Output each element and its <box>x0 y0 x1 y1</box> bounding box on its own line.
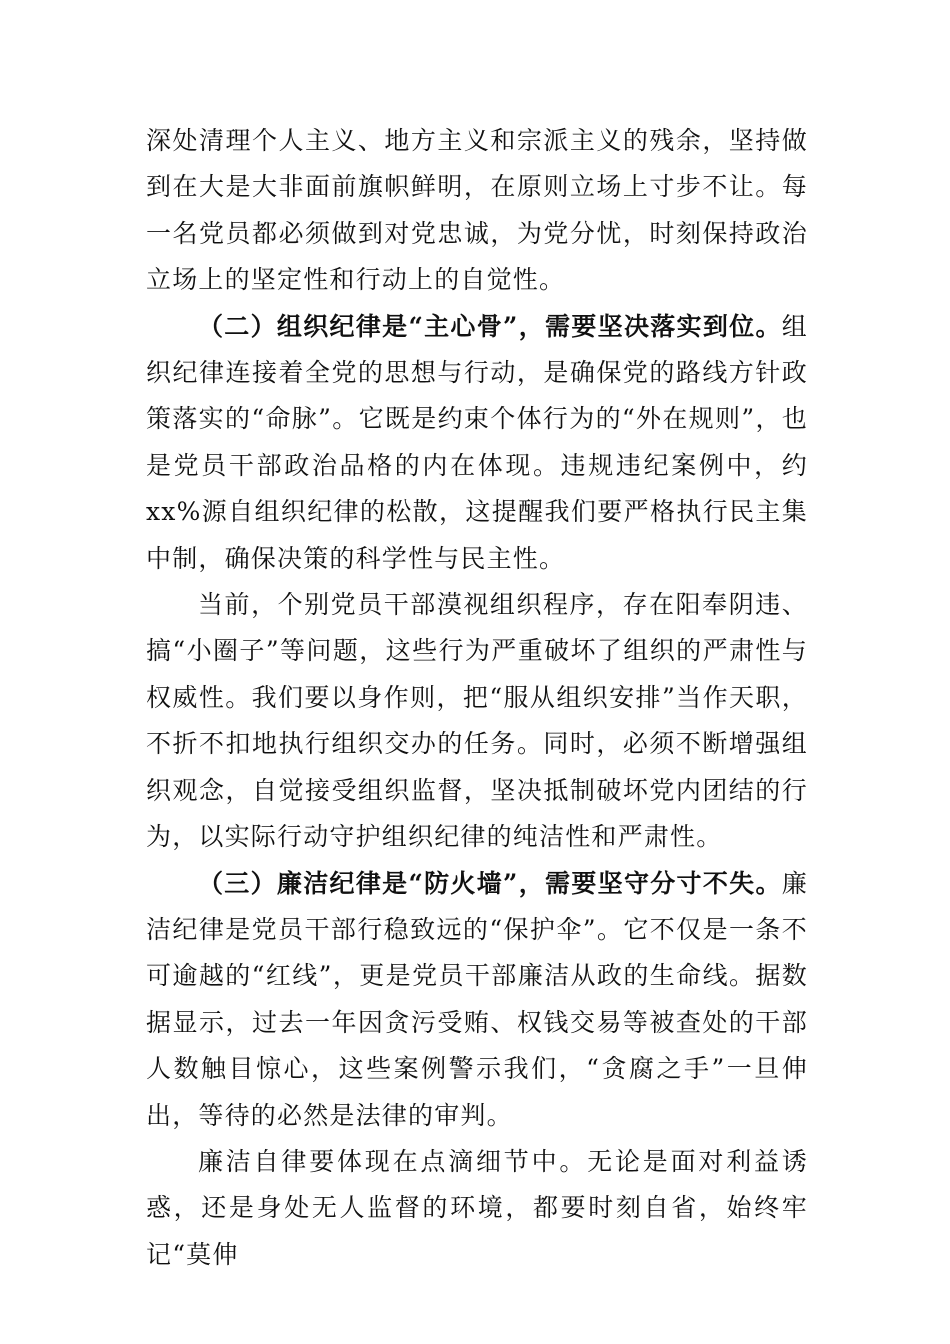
paragraph-3 <box>146 582 808 860</box>
paragraph-5 <box>146 1139 808 1278</box>
paragraph-1-text: 深处清理个人主义、地方主义和宗派主义的残余，坚持做到在大是大非面前旗帜鲜明，在原则立场上寸步不让。每一名党员都必须做到对党忠诚，为党分忧，时刻保持政治立场上的坚定性和行动上的自觉性。 <box>146 126 808 295</box>
paragraph-4-heading: （三）廉洁纪律是“防火墙”，需要坚守分寸不失。 <box>198 868 782 898</box>
paragraph-2 <box>146 304 808 582</box>
paragraph-2-heading: （二）组织纪律是“主心骨”，需要坚决落实到位。 <box>198 311 782 341</box>
paragraph-3-text: 当前，个别党员干部漠视组织程序，存在阳奉阴违、搞“小圈子”等问题，这些行为严重破坏了组织的严肃性与权威性。我们要以身作则，把“服从组织安排”当作天职，不折不扣地执行组织交办的任务。同时，必须不断增强组织观念，自觉接受组织监督，坚决抵制破坏党内团结的行为，以实际行动守护组织纪律的纯洁性和严肃性。 <box>146 590 808 852</box>
paragraph-5-text: 廉洁自律要体现在点滴细节中。无论是面对利益诱惑，还是身处无人监督的环境，都要时刻自省，始终牢记“莫伸 <box>146 1146 808 1269</box>
paragraph-1 <box>146 118 808 304</box>
document-page <box>146 118 808 1278</box>
paragraph-2-text: 组织纪律连接着全党的思想与行动，是确保党的路线方针政策落实的“命脉”。它既是约束个体行为的“外在规则”，也是党员干部政治品格的内在体现。违规违纪案例中，约xx%源自组织纪律的松散，这提醒我们要严格执行民主集中制，确保决策的科学性与民主性。 <box>146 311 808 573</box>
paragraph-4-text: 廉洁纪律是党员干部行稳致远的“保护伞”。它不仅是一条不可逾越的“红线”，更是党员干部廉洁从政的生命线。据数据显示，过去一年因贪污受贿、权钱交易等被查处的干部人数触目惊心，这些案例警示我们，“贪腐之手”一旦伸出，等待的必然是法律的审判。 <box>146 868 808 1130</box>
paragraph-4 <box>146 861 808 1139</box>
